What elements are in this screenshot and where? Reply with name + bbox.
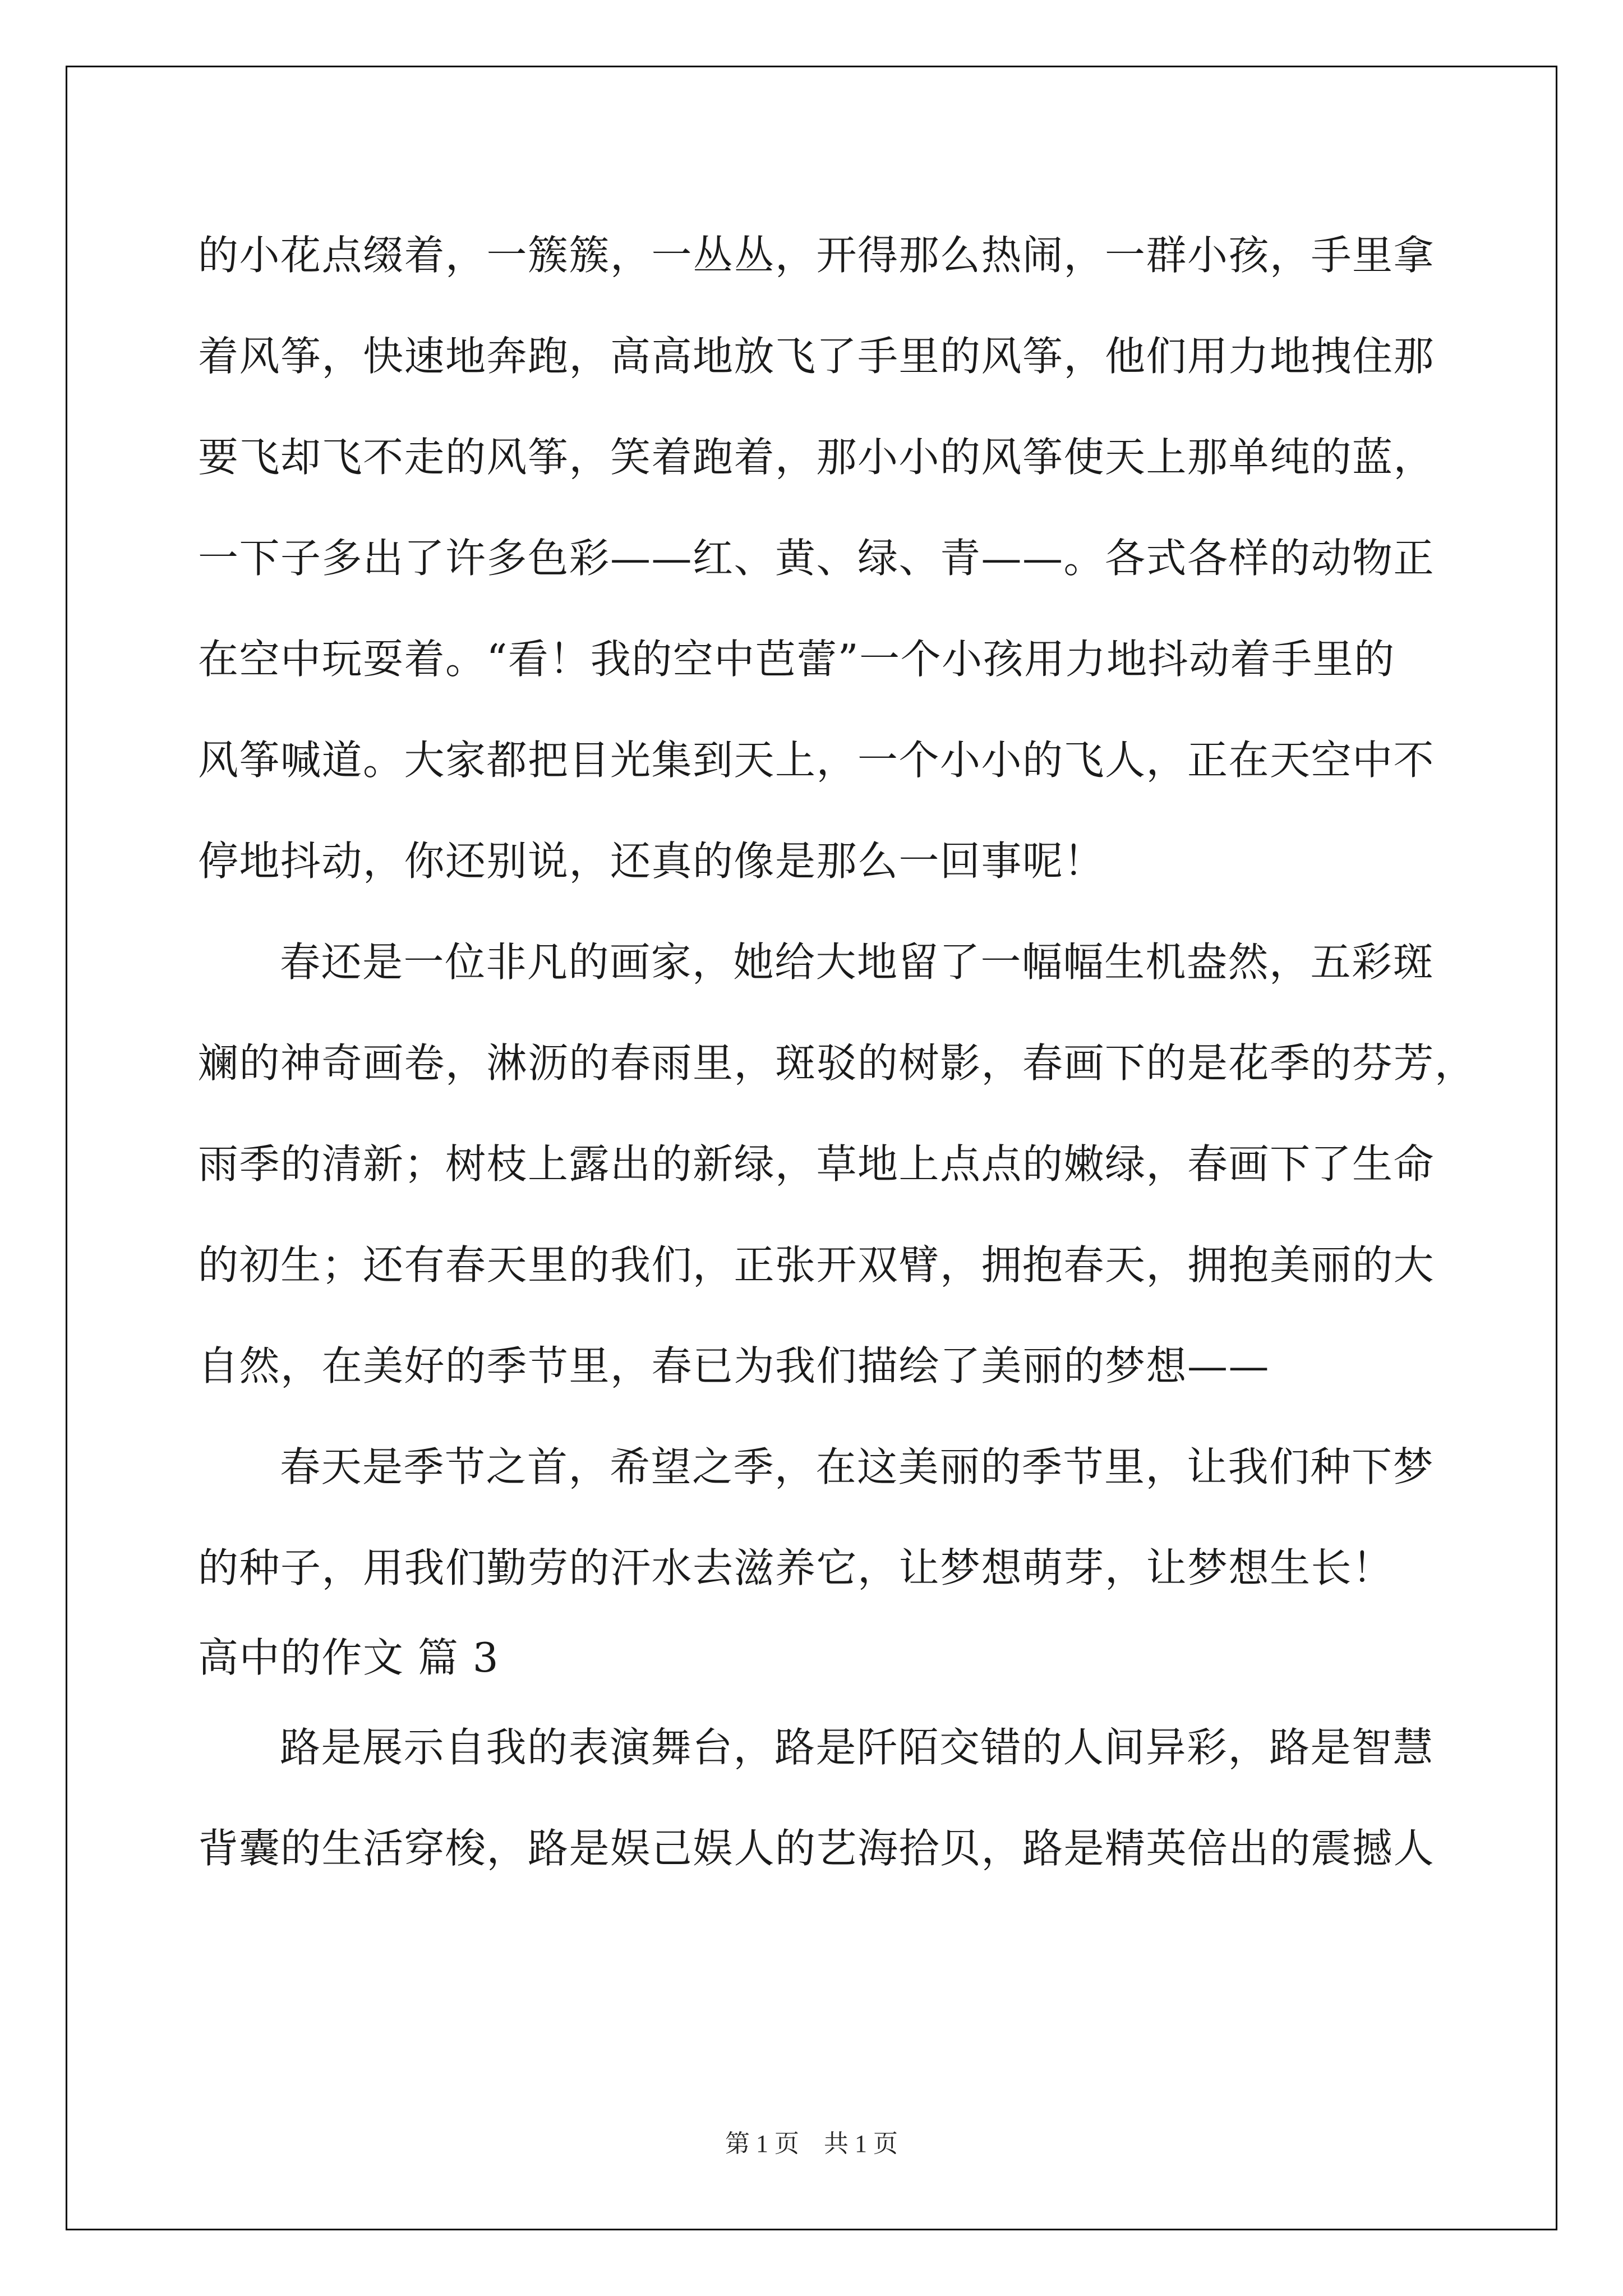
text-line: 停地抖动，你还别说，还真的像是那么一回事呢！ [198,838,1105,885]
page-footer: 第 1 页 共 1 页 [725,2130,898,2157]
text-line: 春还是一位非凡的画家，她给大地留了一幅幅生机盎然，五彩斑 [280,938,1435,986]
text-line: 风筝喊道。大家都把目光集到天上，一个小小的飞人，正在天空中不 [198,737,1435,784]
document-body [198,205,1476,1899]
text-line: 雨季的清新；树枝上露出的新绿，草地上点点的嫩绿，春画下了生命 [198,1140,1435,1188]
text-line: 背囊的生活穿梭，路是娱己娱人的艺海拾贝，路是精英倍出的震撼人 [198,1825,1435,1872]
text-line: 自然，在美好的季节里，春已为我们描绘了美丽的梦想—— [198,1342,1270,1389]
text-line: 春天是季节之首，希望之季，在这美丽的季节里，让我们种下梦 [280,1443,1435,1490]
section-heading: 高中的作文 篇 3 [198,1634,500,1681]
text-line: 在空中玩耍着。“看！我的空中芭蕾”一个小孩用力地抖动着手里的 [198,636,1395,683]
text-line: 要飞却飞不走的风筝，笑着跑着，那小小的风筝使天上那单纯的蓝， [198,434,1435,481]
text-line: 一下子多出了许多色彩——红、黄、绿、青——。各式各样的动物正 [198,535,1435,582]
text-line: 斓的神奇画卷，淋沥的春雨里，斑驳的树影，春画下的是花季的芬芳， [198,1039,1476,1087]
text-line: 的小花点缀着，一簇簇，一丛丛，开得那么热闹，一群小孩，手里拿 [198,232,1435,279]
text-line: 的初生；还有春天里的我们，正张开双臂，拥抱春天，拥抱美丽的大 [198,1241,1435,1289]
text-line: 路是展示自我的表演舞台，路是阡陌交错的人间异彩，路是智慧 [280,1724,1435,1771]
text-line: 着风筝，快速地奔跑，高高地放飞了手里的风筝，他们用力地拽住那 [198,333,1435,380]
text-line: 的种子，用我们勤劳的汗水去滋养它，让梦想萌芽，让梦想生长！ [198,1544,1394,1591]
